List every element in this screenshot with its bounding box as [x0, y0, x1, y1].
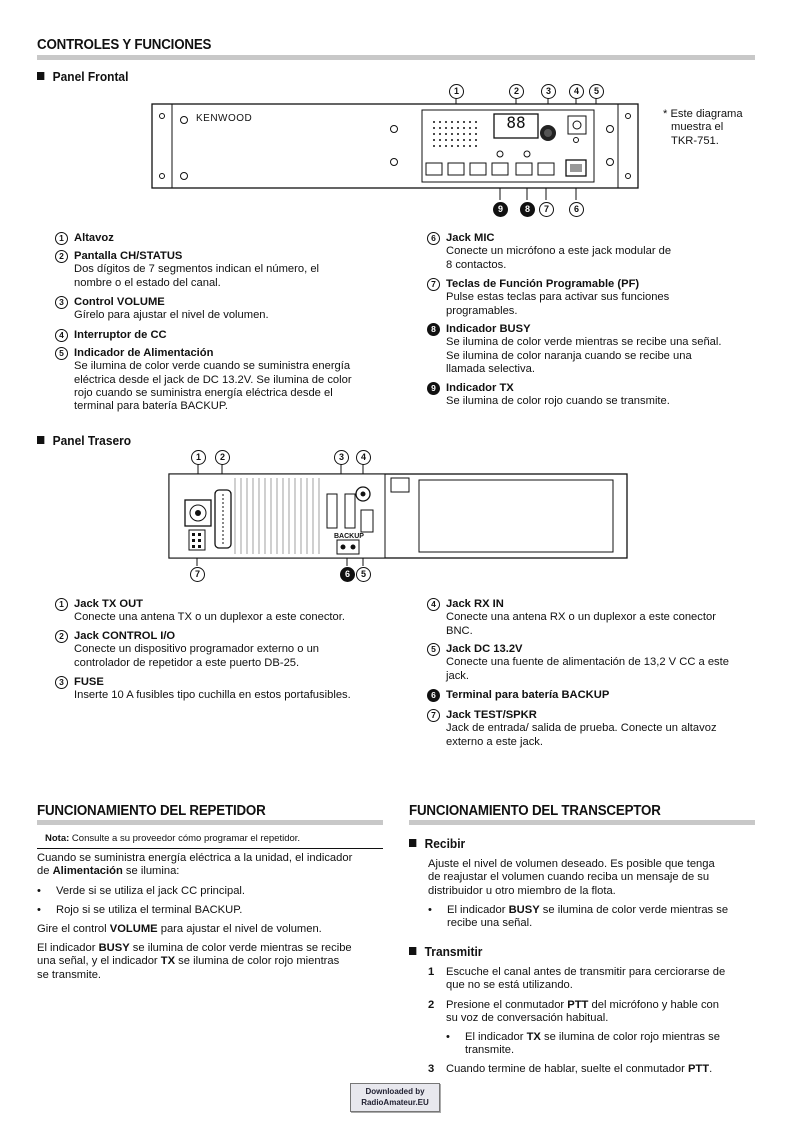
- list-item: 1 Escuche el canal antes de transmitir para cerciorarse de que no se está utilizando.: [428, 966, 726, 992]
- list-item: • El indicador TX se ilumina de color rojo mientras se transmite.: [446, 1031, 720, 1057]
- front-callout-6: 6: [569, 202, 584, 217]
- transceiver-title: FUNCIONAMIENTO DEL TRANSCEPTOR: [409, 803, 661, 819]
- list-item: • Verde si se utiliza el jack CC principal.: [37, 885, 246, 897]
- front-item-6: 6 Jack MIC Conecte un micrófono a este jack modular de 8 contactos.: [427, 232, 671, 272]
- receive-subtitle: Recibir: [409, 836, 465, 851]
- diagram-note: * Este diagrama muestra el TKR-751.: [663, 108, 743, 147]
- channel-display-value: 88: [506, 113, 526, 132]
- front-item-3: 3 Control VOLUME Gírelo para ajustar el nivel de volumen.: [55, 296, 269, 323]
- square-bullet-icon: [409, 839, 416, 847]
- rear-item-3: 3 FUSE Inserte 10 A fusibles tipo cuchilla en estos portafusibles.: [55, 676, 351, 703]
- list-item: • El indicador BUSY se ilumina de color verde mientras se recibe una señal.: [428, 904, 729, 930]
- front-callout-9: 9: [493, 202, 508, 217]
- section-rule: [37, 55, 755, 60]
- repeater-indicators: El indicador BUSY se ilumina de color verde mientras se recibe una señal, y el indicador TX se ilumina de color rojo mientras se transmite.: [37, 942, 352, 981]
- rear-item-7: 7 Jack TEST/SPKR Jack de entrada/ salida de prueba. Conecte un altavoz externo a este jack.: [427, 709, 717, 749]
- section-rule: [37, 820, 383, 825]
- square-bullet-icon: [37, 72, 44, 80]
- front-item-5: 5 Indicador de Alimentación Se ilumina de color verde cuando se suministra energía eléctrica desde el jack de DC 13.2V. Se ilumina de color rojo cuando se suministra energía eléctrica desde el terminal para batería BACKUP.: [55, 347, 352, 413]
- front-item-7: 7 Teclas de Función Programable (PF) Pulse estas teclas para activar sus funciones programables.: [427, 278, 669, 318]
- repeater-volume: Gire el control VOLUME para ajustar el nivel de volumen.: [37, 923, 322, 935]
- front-callout-3: 3: [541, 84, 556, 99]
- front-panel-subtitle: Panel Frontal: [37, 69, 128, 84]
- transmit-subtitle: Transmitir: [409, 944, 482, 959]
- front-item-9: 9 Indicador TX Se ilumina de color rojo cuando se transmite.: [427, 382, 670, 409]
- rear-callout-6: 6: [340, 567, 355, 582]
- rear-item-1: 1 Jack TX OUT Conecte una antena TX o un duplexor a este conector.: [55, 598, 345, 625]
- repeater-intro: Cuando se suministra energía eléctrica a la unidad, el indicador de Alimentación se ilumina:: [37, 852, 353, 878]
- front-callout-4: 4: [569, 84, 584, 99]
- front-callout-2: 2: [509, 84, 524, 99]
- rear-panel-subtitle: Panel Trasero: [37, 433, 131, 448]
- section-rule: [409, 820, 755, 825]
- rear-item-6: 6 Terminal para batería BACKUP: [427, 689, 609, 702]
- front-callout-7: 7: [539, 202, 554, 217]
- download-badge[interactable]: Downloaded by RadioAmateur.EU: [350, 1083, 440, 1112]
- front-item-8: 8 Indicador BUSY Se ilumina de color verde mientras se recibe una señal. Se ilumina de color naranja cuando se recibe una llamada selectiva.: [427, 323, 721, 376]
- backup-label: BACKUP: [334, 533, 364, 540]
- repeater-title: FUNCIONAMIENTO DEL REPETIDOR: [37, 803, 266, 819]
- rear-callout-1: 1: [191, 450, 206, 465]
- front-panel-diagram: [150, 82, 640, 218]
- receive-text: Ajuste el nivel de volumen deseado. Es posible que tenga de reajustar el volumen cuando reciba un mensaje de su distribuidor u otro miembro de la flota.: [428, 858, 715, 897]
- front-item-4: 4 Interruptor de CC: [55, 329, 167, 342]
- front-item-1: 1 Altavoz: [55, 232, 114, 245]
- front-callout-5: 5: [589, 84, 604, 99]
- square-bullet-icon: [37, 436, 44, 444]
- list-item: 3 Cuando termine de hablar, suelte el conmutador PTT.: [428, 1063, 713, 1075]
- front-callout-1: 1: [449, 84, 464, 99]
- kenwood-logo: KENWOOD: [196, 113, 253, 124]
- front-callout-8: 8: [520, 202, 535, 217]
- rear-callout-2: 2: [215, 450, 230, 465]
- rear-callout-4: 4: [356, 450, 371, 465]
- list-item: • Rojo si se utiliza el terminal BACKUP.: [37, 904, 243, 916]
- rear-callout-5: 5: [356, 567, 371, 582]
- note-box: Nota: Consulte a su proveedor cómo programar el repetidor.: [37, 832, 383, 849]
- rear-callout-3: 3: [334, 450, 349, 465]
- rear-callout-7: 7: [190, 567, 205, 582]
- front-item-2: 2 Pantalla CH/STATUS Dos dígitos de 7 segmentos indican el número, el nombre o el estado del canal.: [55, 250, 319, 290]
- square-bullet-icon: [409, 947, 416, 955]
- rear-item-2: 2 Jack CONTROL I/O Conecte un dispositivo programador externo o un controlador de repetidor a este puerto DB-25.: [55, 630, 319, 670]
- rear-item-4: 4 Jack RX IN Conecte una antena RX o un duplexor a este conector BNC.: [427, 598, 716, 638]
- list-item: 2 Presione el conmutador PTT del micrófono y hable con su voz de conversación habitual.: [428, 999, 720, 1025]
- rear-item-5: 5 Jack DC 13.2V Conecte una fuente de alimentación de 13,2 V CC a este jack.: [427, 643, 729, 683]
- section-title-controls: CONTROLES Y FUNCIONES: [37, 37, 212, 53]
- rear-panel-diagram: [165, 448, 630, 583]
